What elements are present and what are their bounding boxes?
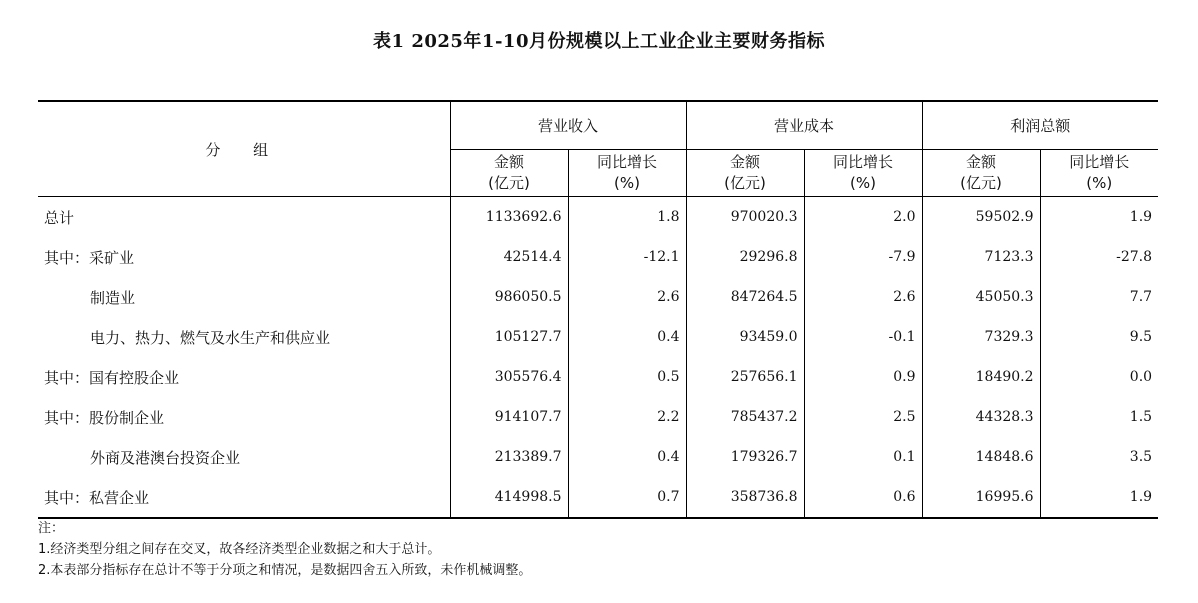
amount-cell: 414998.5 (450, 477, 568, 518)
growth-cell: 1.9 (1040, 477, 1158, 518)
amount-cell: 42514.4 (450, 237, 568, 277)
amount-cell: 358736.8 (686, 477, 804, 518)
growth-cell: 3.5 (1040, 437, 1158, 477)
amount-cell: 29296.8 (686, 237, 804, 277)
growth-cell: 0.4 (568, 437, 686, 477)
footnotes (38, 518, 531, 581)
footnote-1: 1.经济类型分组之间存在交叉，故各经济类型企业数据之和大于总计。 (38, 542, 441, 557)
row-label: 电力、热力、燃气及水生产和供应业 (90, 328, 331, 347)
table-row (38, 317, 1158, 357)
amount-cell: 93459.0 (686, 317, 804, 357)
row-label: 其中：股份制企业 (44, 408, 165, 427)
table-body (38, 197, 1158, 519)
amount-cell: 970020.3 (686, 197, 804, 238)
growth-cell: 1.5 (1040, 397, 1158, 437)
growth-cell: 2.6 (804, 277, 922, 317)
amount-cell: 213389.7 (450, 437, 568, 477)
amount-cell: 18490.2 (922, 357, 1040, 397)
row-label: 其中：私营企业 (38, 477, 450, 518)
growth-cell: 0.0 (1040, 357, 1158, 397)
growth-cell: -12.1 (568, 237, 686, 277)
row-label: 总计 (44, 208, 75, 227)
growth-cell: 7.7 (1040, 277, 1158, 317)
group-header: 分 组 (38, 101, 450, 197)
table-row (38, 197, 1158, 238)
amount-cell: 785437.2 (686, 397, 804, 437)
table-row (38, 437, 1158, 477)
amount-cell: 847264.5 (686, 277, 804, 317)
growth-cell: 0.1 (804, 437, 922, 477)
amount-cell: 179326.7 (686, 437, 804, 477)
amount-cell: 45050.3 (922, 277, 1040, 317)
amount-cell: 16995.6 (922, 477, 1040, 518)
table-row (38, 237, 1158, 277)
row-label: 其中：国有控股企业 (44, 368, 180, 387)
growth-cell: 2.6 (568, 277, 686, 317)
table-row (38, 477, 1158, 518)
growth-cell: 2.5 (804, 397, 922, 437)
growth-cell: 2.2 (568, 397, 686, 437)
table-row (38, 357, 1158, 397)
table-row (38, 277, 1158, 317)
subheader-growth: 同比增长 (%) (804, 150, 922, 197)
footnote-2: 2.本表部分指标存在总计不等于分项之和情况，是数据四舍五入所致，未作机械调整。 (38, 563, 532, 578)
subheader-growth: 同比增长 (%) (1040, 150, 1158, 197)
table-row (38, 397, 1158, 437)
row-label: 外商及港澳台投资企业 (90, 448, 241, 467)
subheader-amount: 金额 (亿元) (450, 150, 568, 197)
row-label: 其中：采矿业 (44, 248, 135, 267)
growth-cell: -7.9 (804, 237, 922, 277)
financial-indicators-table (38, 100, 1158, 519)
growth-cell: 0.7 (568, 477, 686, 518)
subheader-amount: 金额 (亿元) (922, 150, 1040, 197)
growth-cell: 1.9 (1040, 197, 1158, 238)
growth-cell: 0.9 (804, 357, 922, 397)
growth-cell: 0.5 (568, 357, 686, 397)
amount-cell: 305576.4 (450, 357, 568, 397)
table-title: 表1 2025年1-10月份规模以上工业企业主要财务指标 (373, 31, 825, 52)
growth-cell: 1.8 (568, 197, 686, 238)
column-header-revenue: 营业收入 (450, 101, 686, 150)
growth-cell: 2.0 (804, 197, 922, 238)
growth-cell: 0.4 (568, 317, 686, 357)
amount-cell: 986050.5 (450, 277, 568, 317)
growth-cell: -27.8 (1040, 237, 1158, 277)
growth-cell: 0.6 (804, 477, 922, 518)
amount-cell: 914107.7 (450, 397, 568, 437)
amount-cell: 257656.1 (686, 357, 804, 397)
amount-cell: 1133692.6 (450, 197, 568, 238)
subheader-amount: 金额 (亿元) (686, 150, 804, 197)
subheader-growth: 同比增长 (%) (568, 150, 686, 197)
column-header-cost: 营业成本 (686, 101, 922, 150)
amount-cell: 105127.7 (450, 317, 568, 357)
growth-cell: -0.1 (804, 317, 922, 357)
amount-cell: 59502.9 (922, 197, 1040, 238)
footnote-heading: 注： (38, 521, 65, 536)
amount-cell: 7329.3 (922, 317, 1040, 357)
amount-cell: 44328.3 (922, 397, 1040, 437)
column-header-profit: 利润总额 (922, 101, 1158, 150)
amount-cell: 14848.6 (922, 437, 1040, 477)
growth-cell: 9.5 (1040, 317, 1158, 357)
amount-cell: 7123.3 (922, 237, 1040, 277)
row-label: 制造业 (90, 288, 136, 307)
